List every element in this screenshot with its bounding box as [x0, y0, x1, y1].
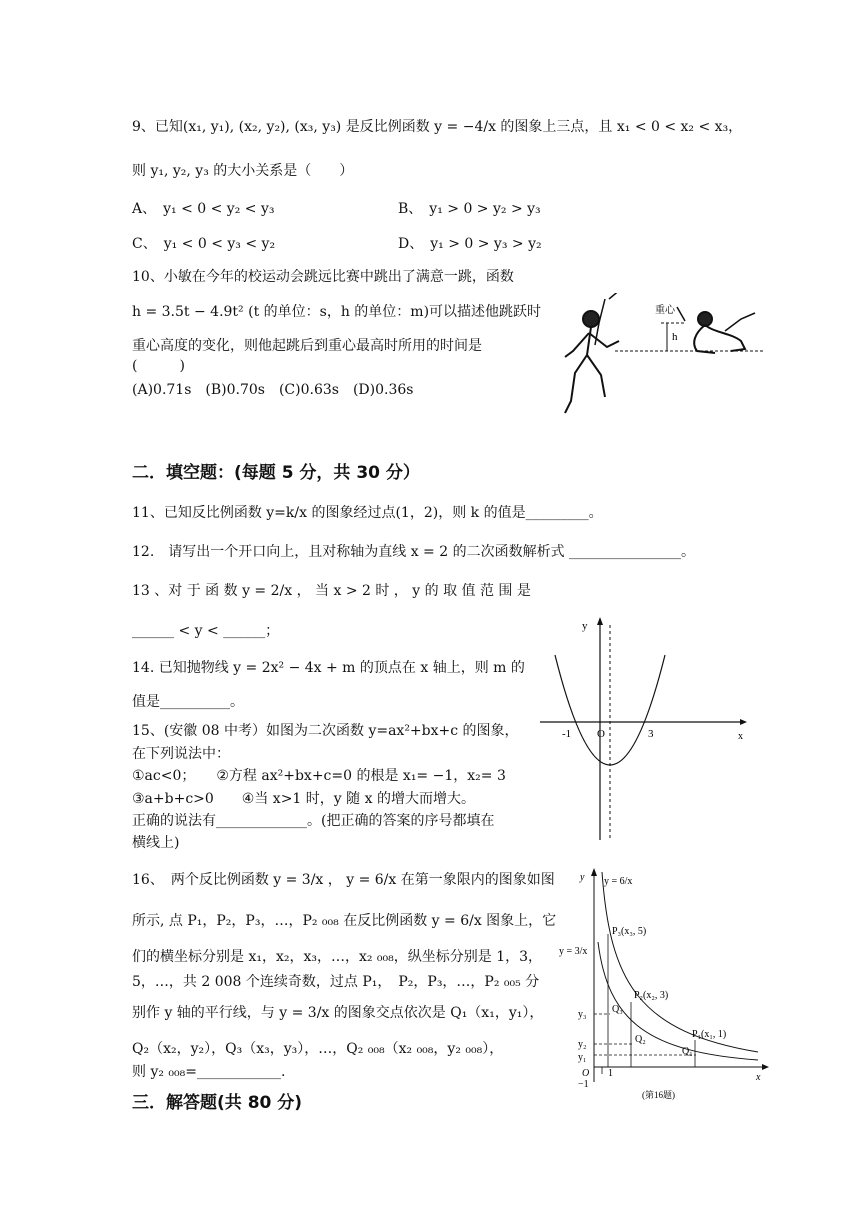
q15-line4: ③a+b+c>0 ④当 x>1 时，y 随 x 的增大而增大。	[132, 791, 475, 807]
q16-line3: 们的横坐标分别是 x₁，x₂，x₃，…，x₂ ₀₀₈，纵坐标分别是 1，3，	[132, 949, 543, 965]
q9-line2: 则 y₁, y₂, y₃ 的大小关系是（ ）	[132, 163, 354, 179]
q9-line1: 9、已知(x₁, y₁), (x₂, y₂), (x₃, y₃) 是反比例函数 y = −4/x 的图象上三点，且 x₁ < 0 < x₂ < x₃，	[132, 119, 743, 135]
q14-line2: 值是__________。	[132, 694, 244, 710]
q14-line1: 14. 已知抛物线 y = 2x² − 4x + m 的顶点在 x 轴上，则 m 的	[132, 660, 525, 676]
jumper-body-1	[565, 327, 591, 413]
q10-line1: 10、小敏在今年的校运动会跳远比赛中跳出了满意一跳，函数	[132, 269, 514, 285]
q10-options: (A)0.71s (B)0.70s (C)0.63s (D)0.36s	[132, 382, 414, 398]
fig16-p3-label: P₃(x₃, 5)	[612, 926, 647, 937]
fig16-p2-label: P₂(x₂, 3)	[634, 990, 669, 1001]
fig15-y-label: y	[582, 620, 588, 632]
parabola-figure	[540, 615, 750, 845]
fig16-neg1-label: −1	[578, 1079, 589, 1090]
fig16-f6-label: y = 6/x	[604, 876, 633, 887]
q16-line1: 16、 两个反比例函数 y = 3/x ， y = 6/x 在第一象限内的图象如图	[132, 872, 555, 888]
q9-option-d: D、 y₁ > 0 > y₃ > y₂	[398, 236, 542, 252]
q10-line4: ( )	[132, 358, 185, 374]
q15-line1: 15、(安徽 08 中考）如图为二次函数 y=ax²+bx+c 的图象，	[132, 723, 519, 739]
q13-line2: ______ < y < ______；	[132, 623, 280, 639]
q10-line2: h = 3.5t − 4.9t² (t 的单位：s，h 的单位：m)可以描述他跳跃时	[132, 304, 542, 320]
fig15-x-label: x	[738, 731, 743, 742]
q15-line6: 横线上)	[132, 835, 180, 851]
fig16-origin-label: O	[582, 1068, 590, 1079]
fig16-q1-label: Q₁	[682, 1046, 693, 1057]
q16-line7: 则 y₂ ₀₀₈=____________.	[132, 1064, 286, 1080]
fig16-y1-label: y₁	[578, 1052, 587, 1063]
section-3-heading: 三．解答题(共 80 分)	[132, 1093, 303, 1113]
jumper-head-2	[698, 312, 712, 326]
q15-line5: 正确的说法有_____________。(把正确的答案的序号都填在	[132, 813, 495, 829]
fig16-p1-label: P₁(x₁, 1)	[692, 1029, 727, 1040]
curve-3-over-x	[598, 942, 758, 1060]
q11-text: 11、已知反比例函数 y=k/x 的图象经过点(1，2)，则 k 的值是_________。	[132, 505, 603, 521]
q15-line3: ①ac<0； ②方程 ax²+bx+c=0 的根是 x₁= −1，x₂= 3	[132, 768, 506, 784]
fig15-origin-label: O	[597, 728, 605, 740]
q10-line3: 重心高度的变化，则他起跳后到重心最高时所用的时间是	[132, 338, 482, 354]
fig16-q2-label: Q₂	[635, 1034, 646, 1045]
curve-6-over-x	[602, 872, 758, 1052]
fig16-f3-label: y = 3/x	[559, 946, 588, 957]
fig16-one-label: 1	[608, 1068, 613, 1079]
fig15-three-label: 3	[648, 728, 654, 740]
fig16-q3-label: Q₃	[612, 1004, 623, 1015]
reciprocal-figure	[558, 862, 773, 1107]
q12-text: 12. 请写出一个开口向上，且对称轴为直线 x = 2 的二次函数解析式 ________________。	[132, 544, 696, 560]
fig-label-center: 重心	[655, 305, 675, 316]
fig16-y-label: y	[580, 872, 585, 883]
q9-option-c: C、 y₁ < 0 < y₃ < y₂	[132, 236, 276, 252]
q16-line6: Q₂（x₂，y₂），Q₃（x₃，y₃），…，Q₂ ₀₀₈（x₂ ₀₀₈，y₂ ₀₀₈），	[132, 1041, 504, 1057]
fig16-y2-label: y₂	[578, 1039, 587, 1050]
section-2-heading: 二．填空题：(每题 5 分，共 30 分）	[132, 463, 420, 483]
fig15-neg1-label: -1	[562, 728, 572, 740]
jumper-head-1	[583, 311, 599, 327]
q16-line5: 别作 y 轴的平行线，与 y = 3/x 的图象交点依次是 Q₁（x₁，y₁），	[132, 1005, 544, 1021]
q16-line4: 5，…，共 2 008 个连续奇数，过点 P₁， P₂，P₃，…，P₂ ₀₀₅ 分	[132, 974, 540, 990]
long-jump-figure	[555, 293, 775, 423]
q13-line1: 13 、对 于 函 数 y = 2/x ， 当 x > 2 时 ， y 的 取 值 范 围 是	[132, 583, 531, 599]
q9-option-b: B、 y₁ > 0 > y₂ > y₃	[398, 201, 541, 217]
fig16-y3-label: y₃	[578, 1009, 587, 1020]
q15-line2: 在下列说法中：	[132, 746, 230, 762]
q16-line2: 所示, 点 P₁，P₂，P₃，…，P₂ ₀₀₈ 在反比例函数 y = 6/x 图象上，它	[132, 913, 557, 929]
fig16-caption: (第16题)	[642, 1090, 675, 1100]
fig16-x-label: x	[756, 1072, 761, 1083]
fig-label-h: h	[672, 331, 678, 343]
q9-option-a: A、 y₁ < 0 < y₂ < y₃	[132, 201, 275, 217]
